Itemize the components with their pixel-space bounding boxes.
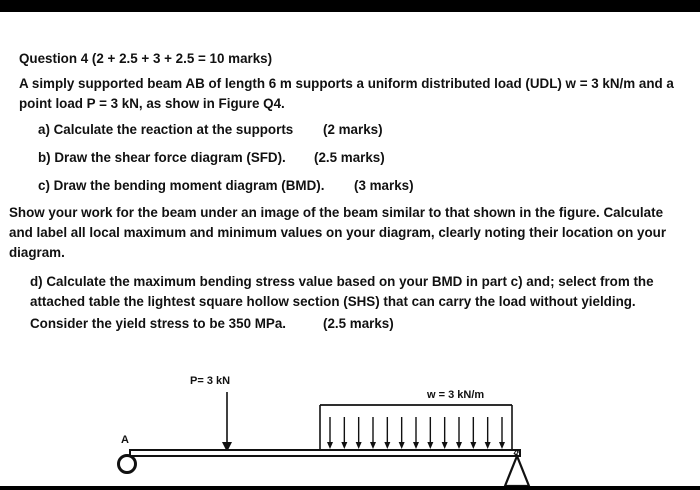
intro-line-1: A simply supported beam AB of length 6 m supports a uniform distributed load (UDL) w = 3 kN/m and a [19,76,674,91]
udl-block [320,405,512,450]
part-c-text: c) Draw the bending moment diagram (BMD). [38,178,325,193]
document-page [0,12,700,486]
part-d-line-3: Consider the yield stress to be 350 MPa. [30,316,286,331]
question-heading: Question 4 (2 + 2.5 + 3 + 2.5 = 10 marks) [19,51,273,66]
support-a-roller [119,456,136,473]
part-c-marks: (3 marks) [354,178,414,193]
part-b-text: b) Draw the shear force diagram (SFD). [38,150,286,165]
udl-arrowhead [485,442,491,449]
part-d-marks: (2.5 marks) [323,316,394,331]
point-load-label: P= 3 kN [190,375,231,387]
beam [130,450,520,456]
support-b-label: B [511,447,524,459]
intro-line-2: point load P = 3 kN, as show in Figure Q4. [19,96,285,111]
udl-arrowhead [413,442,419,449]
instructions-line-1: Show your work for the beam under an image of the beam similar to that shown in the figure. Calculate [9,205,664,220]
udl-arrowhead [341,442,347,449]
part-d-line-2: attached table the lightest square hollow section (SHS) that can carry the load without yielding. [30,294,636,309]
udl-arrowhead [427,442,433,449]
part-b-marks: (2.5 marks) [314,150,385,165]
udl-arrowhead [499,442,505,449]
part-d-line-1: d) Calculate the maximum bending stress value based on your BMD in part c) and; select from the [30,274,654,289]
support-a-label: A [121,434,129,446]
udl-arrowhead [442,442,448,449]
udl-arrowhead [356,442,362,449]
udl-arrowhead [399,442,405,449]
udl-label: w = 3 kN/m [427,389,485,401]
part-a-marks: (2 marks) [323,122,383,137]
support-b-triangle [505,456,529,486]
part-a-text: a) Calculate the reaction at the supports [38,122,294,137]
instructions-line-3: diagram. [9,245,65,260]
udl-arrowhead [327,442,333,449]
udl-arrowhead [470,442,476,449]
udl-arrowhead [384,442,390,449]
udl-arrowhead [456,442,462,449]
instructions-line-2: and label all local maximum and minimum values on your diagram, clearly noting their location on your [9,225,667,240]
beam-figure [0,12,700,486]
udl-arrowhead [370,442,376,449]
